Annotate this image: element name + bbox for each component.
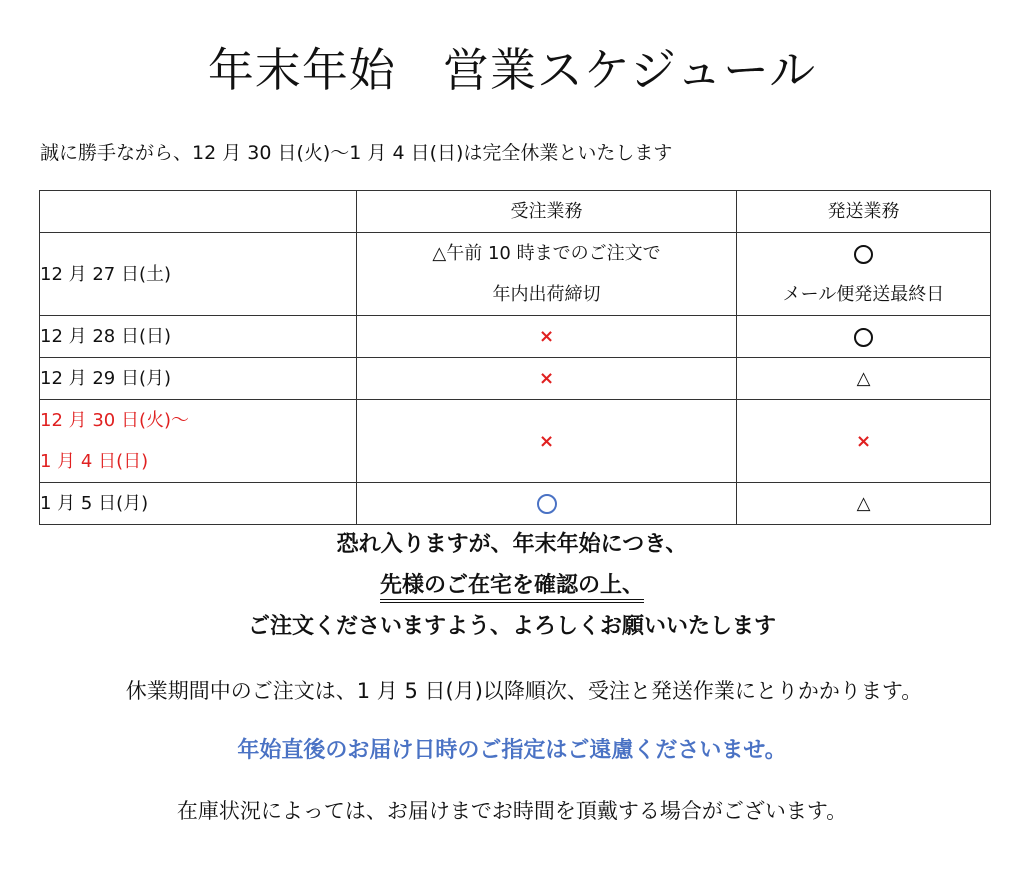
table-row bbox=[40, 358, 991, 400]
row-shipping bbox=[737, 483, 991, 525]
order-note-line1: △午前 10 時までのご注文で bbox=[432, 243, 661, 264]
header-shipping: 発送業務 bbox=[737, 191, 991, 233]
notice-line-2 bbox=[0, 571, 1024, 601]
notice-line-1: 恐れ入りますが、年末年始につき、 bbox=[336, 532, 688, 557]
row-date bbox=[40, 483, 357, 525]
row-date bbox=[40, 358, 357, 400]
row-order bbox=[357, 358, 737, 400]
table-row bbox=[40, 483, 991, 525]
cross-icon: × bbox=[538, 430, 555, 452]
circle-icon bbox=[854, 245, 873, 264]
row-date-label: 12 月 29 日(月) bbox=[40, 368, 172, 389]
blue-circle-icon bbox=[537, 494, 557, 514]
row-shipping bbox=[737, 233, 991, 316]
closure-intro: 誠に勝手ながら、12 月 30 日(火)～1 月 4 日(日)は完全休業といたします bbox=[40, 142, 673, 164]
row-shipping bbox=[737, 400, 991, 483]
row-order bbox=[357, 483, 737, 525]
row-order bbox=[357, 400, 737, 483]
row-date bbox=[40, 233, 357, 316]
row-order bbox=[357, 316, 737, 358]
header-date bbox=[40, 191, 357, 233]
shipping-note: メール便発送最終日 bbox=[782, 284, 945, 305]
table-header-row bbox=[40, 191, 991, 233]
row-shipping bbox=[737, 358, 991, 400]
row-date bbox=[40, 400, 357, 483]
info-order-handling: 休業期間中のご注文は、1 月 5 日(月)以降順次、受注と発送作業にとりかかります。 bbox=[125, 679, 923, 703]
notice-underlined-text: 先様のご在宅を確認の上、 bbox=[380, 573, 644, 603]
cross-icon: × bbox=[855, 430, 872, 452]
row-date-label: 12 月 27 日(土) bbox=[40, 263, 172, 285]
triangle-icon: △ bbox=[856, 493, 871, 514]
schedule-table bbox=[39, 190, 991, 525]
row-date-label: 12 月 28 日(日) bbox=[40, 326, 172, 347]
order-note-line2: 年内出荷締切 bbox=[492, 284, 601, 305]
row-order bbox=[357, 233, 737, 316]
cross-icon: × bbox=[538, 326, 555, 347]
row-date-label: 12 月 30 日(火)～ bbox=[40, 410, 190, 431]
header-order: 受注業務 bbox=[357, 191, 737, 233]
table-row bbox=[40, 233, 991, 316]
info-delivery-request: 年始直後のお届け日時のご指定はご遠慮くださいませ。 bbox=[237, 738, 787, 763]
row-date bbox=[40, 316, 357, 358]
notice-line-3: ご注文くださいますよう、よろしくお願いいたします bbox=[247, 614, 776, 639]
page-title: 年末年始 営業スケジュール bbox=[207, 43, 817, 97]
table-row bbox=[40, 400, 991, 483]
circle-icon bbox=[854, 328, 873, 347]
row-shipping bbox=[737, 316, 991, 358]
triangle-icon: △ bbox=[856, 368, 871, 389]
cross-icon: × bbox=[538, 368, 555, 389]
row-date-label: 1 月 5 日(月) bbox=[40, 493, 149, 514]
row-date-label-end: 1 月 4 日(日) bbox=[40, 451, 149, 472]
table-row bbox=[40, 316, 991, 358]
info-stock-note: 在庫状況によっては、お届けまでお時間を頂戴する場合がございます。 bbox=[176, 799, 848, 823]
